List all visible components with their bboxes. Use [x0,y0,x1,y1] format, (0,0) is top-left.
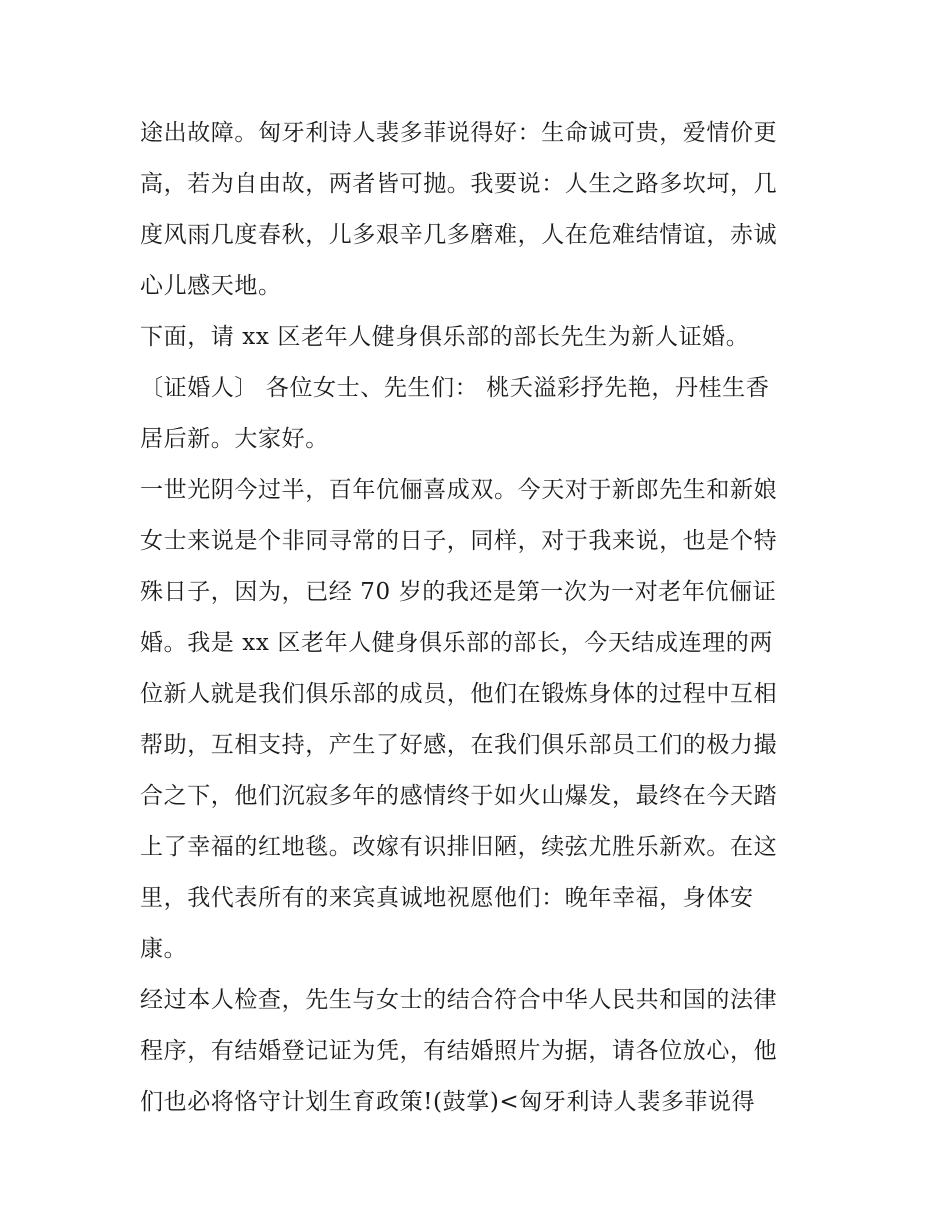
text-line: 位新人就是我们俱乐部的成员，他们在锻炼身体的过程中互相 [140,681,778,707]
text-line: 殊日子，因为，已经 70 岁的我还是第一次为一对老年伉俪证 [140,579,777,605]
text-line: 心儿感天地。 [140,273,282,299]
body-text [140,108,830,1128]
text-line: 上了幸福的红地毯。改嫁有识排旧陋，续弦尤胜乐新欢。在这 [140,834,778,860]
text-line: 程序，有结婚登记证为凭，有结婚照片为据，请各位放心，他 [140,1038,778,1064]
text-line: 们也必将恪守计划生育政策!(鼓掌)<匈牙利诗人裴多菲说得 [140,1089,756,1115]
text-line: 经过本人检查，先生与女士的结合符合中华人民共和国的法律 [140,987,778,1013]
text-line: 度风雨几度春秋，儿多艰辛几多磨难，人在危难结情谊，赤诚 [140,222,778,248]
text-line: 帮助，互相支持，产生了好感，在我们俱乐部员工们的极力撮 [140,732,778,758]
text-line: 居后新。大家好。 [140,426,329,452]
text-line: 高，若为自由故，两者皆可抛。我要说：人生之路多坎坷，几 [140,171,778,197]
text-line: 途出故障。匈牙利诗人裴多菲说得好：生命诚可贵，爱情价更 [140,120,778,146]
text-line: 女士来说是个非同寻常的日子，同样，对于我来说，也是个特 [140,528,778,554]
text-line: 婚。我是 xx 区老年人健身俱乐部的部长，今天结成连理的两 [140,630,773,656]
text-line: 合之下，他们沉寂多年的感情终于如火山爆发，最终在今天踏 [140,783,778,809]
text-line: 康。 [140,936,188,962]
text-line: 下面，请 xx 区老年人健身俱乐部的部长先生为新人证婚。 [140,324,750,350]
text-line: 里，我代表所有的来宾真诚地祝愿他们：晚年幸福，身体安 [140,885,754,911]
text-line: 一世光阴今过半，百年伉俪喜成双。今天对于新郎先生和新娘 [140,477,778,503]
text-line: 〔证婚人〕 各位女士、先生们： 桃夭溢彩抒先艳，丹桂生香 [140,375,770,401]
